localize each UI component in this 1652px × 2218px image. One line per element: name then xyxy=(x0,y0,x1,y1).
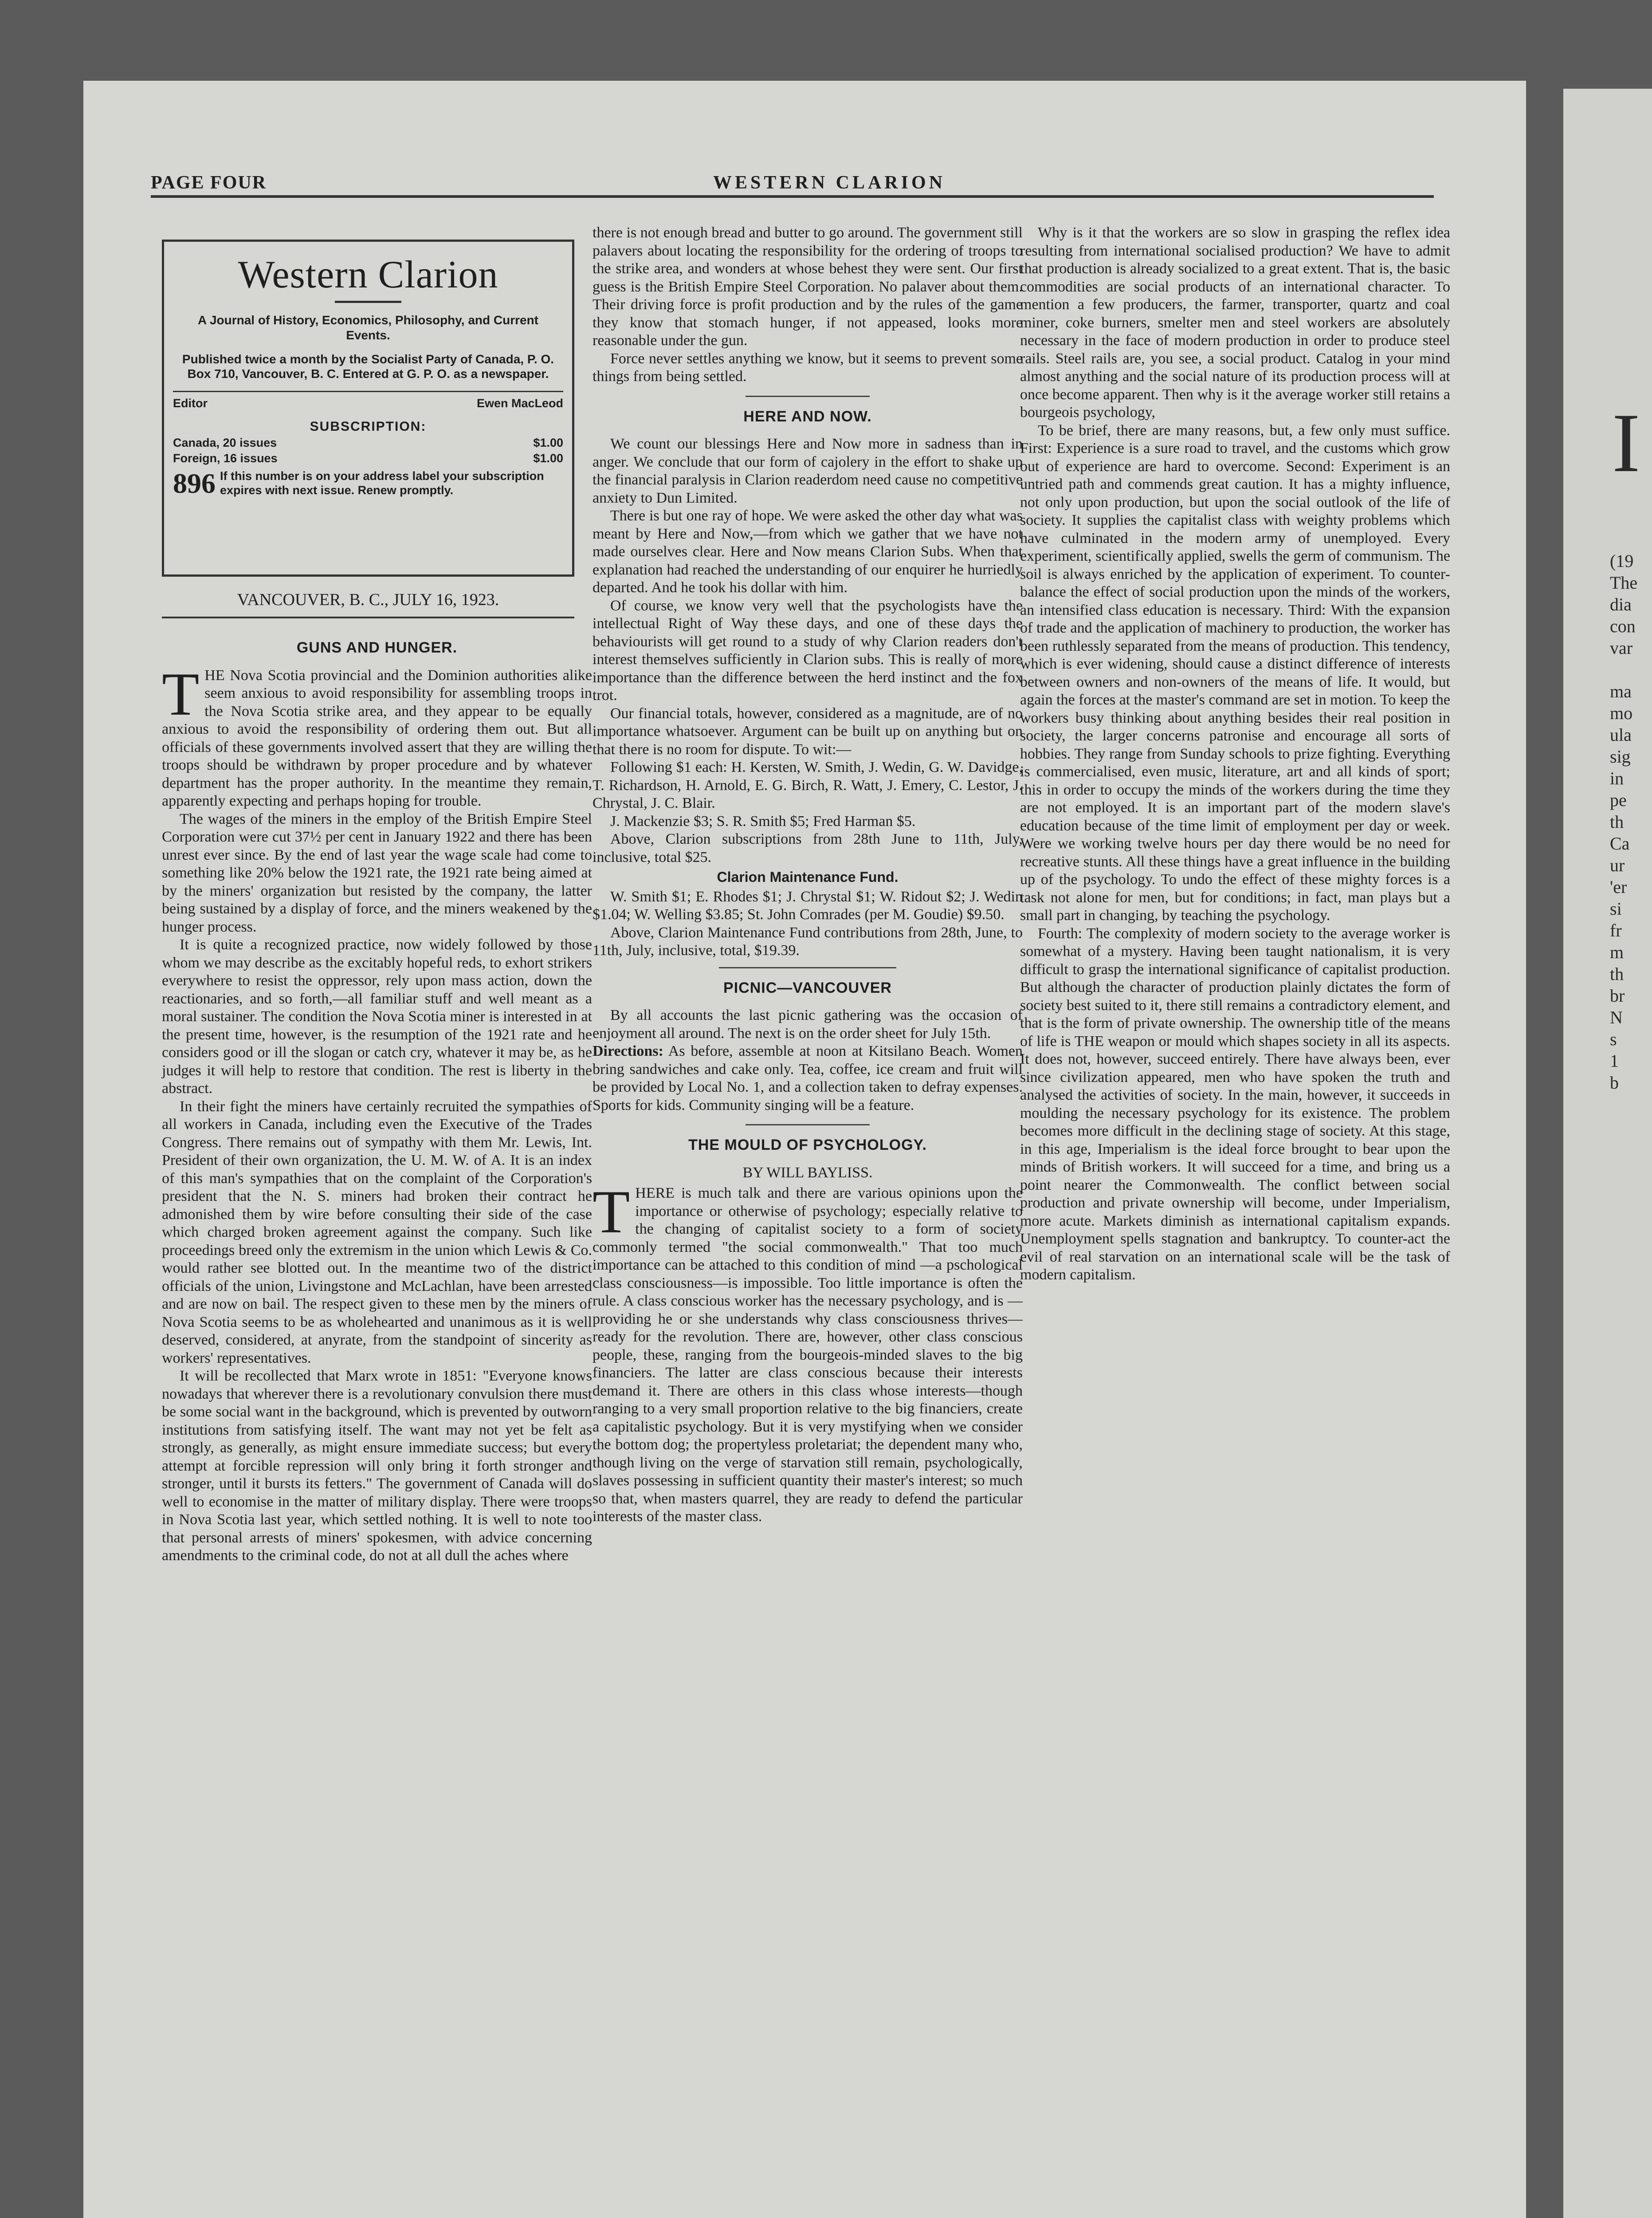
section-rule xyxy=(746,396,870,397)
paragraph: HE Nova Scotia provincial and the Dominion authorities alike seem anxious to avoid responsibility for assembling troops in the Nova Scotia strike area, and they appear to be equally anxious to avoid the responsibility of ordering them out. But all officials of these governments involved assert that they are willing the troops should be withdrawn by proper procedure and by whatever department has the proper authority. In the meantime they remain, apparently expecting and perhaps hoping for trouble. xyxy=(162,667,592,809)
paragraph: It is quite a recognized practice, now widely followed by those whom we may describe as the excitably hopeful reds, to exhort strikers everywhere to resist the oppressor, rely upon mass action, down the reactionaries, and so forth,—all familiar stuff and well meant as a moral sustainer. The condition the Nova Scotia miner is interested in at the present time, however, is the resumption of the 1921 rate and he considers good or ill the slogan or catch cry, whatever it may be, as he judges it will help to restore that condition. The rest is liberty in the abstract. xyxy=(162,936,592,1097)
page-header xyxy=(151,172,1434,194)
publication-notice: Published twice a month by the Socialist Party of Canada, P. O. Box 710, Vancouver, B. C. Entered at G. P. O. as a newspaper. xyxy=(182,352,554,381)
paragraph: By all accounts the last picnic gathering was the occasion of enjoyment all around. The next is on the order sheet for July 15th. xyxy=(593,1007,1023,1042)
paragraph: Why is it that the workers are so slow in grasping the reflex idea resulting from international socialised production? We have to admit that production is already socialized to a great extent. That is, the basic commodities are social products of an international character. To mention a few producers, the farmer, transporter, quartz and coal miner, coke burners, smelter men and steel workers are absolutely necessary in the face of modern production in order to produce steel rails. Steel rails are, you see, a social product. Catalog in your mind almost anything and the social nature of its production process will at once become apparent. Then why is it the average worker still retains a bourgeois psychology, xyxy=(1020,224,1450,421)
paragraph: there is not enough bread and butter to go around. The government still palavers about locating the responsibility for the ordering of troops to the strike area, and wonders at whose behest they were sent. Our first guess is the British Empire Steel Corporation. No palaver about them. Their driving force is profit production and by the rules of the game they know that stomach hunger, if not appeased, looks more reasonable under the gun. xyxy=(593,224,1023,349)
paragraph: W. Smith $1; E. Rhodes $1; J. Chrystal $1; W. Ridout $2; J. Wedin $1.04; W. Welling $3.85; St. John Comrades (per M. Goudie) $9.50. xyxy=(593,888,1023,923)
renewal-badge xyxy=(173,469,563,498)
foreign-rate-value: $1.00 xyxy=(533,452,563,465)
paragraph: Fourth: The complexity of modern society to the average worker is somewhat of a mystery. Having been taught nationalism, it is very difficult to grasp the international significance of capitalist production. But although the character of production plainly dictates the form of society best suited to it, there still remains a contradictory element, and that is the form of private ownership. The ownership title of the means of life is THE weapon or mould which shapes society in all its aspects. It does not, however, succeed entirely. There have always been, ever since civilization appeared, men who have spoken the truth and analysed the activities of society. In the main, however, it succeeds in moulding the necessary psychology for its existence. The problem becomes more difficult in the declining stage of society. At this stage, in this age, Imperialism is the ideal force brought to bear upon the minds of British workers. It will succeed for a time, and bring us a point nearer the Commonwealth. The conflict between social production and private ownership will become, under Imperialism, more acute. Markets diminish as international capitalism expands. Unemployment spells stagnation and bankruptcy. To counter-act the evil of real starvation on an international scale will be the task of modern capitalism. xyxy=(1020,925,1450,1283)
paragraph: To be brief, there are many reasons, but, a few only must suffice. First: Experience is a sure road to travel, and the customs which grow out of experience are hard to overcome. Second: Experiment is an untried path and commends great caution. It has a mighty influence, not only upon production, but upon the social outlook of the life of society. It supplies the capitalist class with weighty problems which have culminated in the modern army of unemployed. Every experiment, scientifically applied, swells the germ of communism. The soil is always enriched by the application of experiment. To counter-balance the effect of social production upon the minds of the workers, an intensified class education is necessary. Third: With the expansion of trade and the application of machinery to production, the worker has been ruthlessly separated from the means of production. This tendency, which is ever widening, should cause a distinct difference of interests between owners and non-owners of the means of life. It would, but again the forces at the master's command are set in motion. To keep the workers busy thinking about anything besides their real position in society, the larger concerns patronise and encourage all sorts of hobbies. They range from Sunday schools to prize fighting. Everything is commercialised, even music, literature, art and all kinds of sport; this in order to occupy the minds of the workers during the time they are not employed. It is an important part of the modern slave's education because of the time limit of employment per day or week. Were we working twelve hours per day there would be no need for recreative stunts. All these things have a great influence in the building up of the psychology. To undo the effect of these mighty forces is a task not alone for men, but for conditions; in fact, man plays but a small part in changing, by teaching the psychology. xyxy=(1020,422,1450,924)
foreign-rate-label: Foreign, 16 issues xyxy=(173,452,278,465)
canada-rate-value: $1.00 xyxy=(533,436,563,449)
masthead-title: Western Clarion xyxy=(238,253,498,296)
adjacent-page-initial: I xyxy=(1612,397,1640,490)
paragraph: Above, Clarion subscriptions from 28th June to 11th, July, inclusive, total $25. xyxy=(593,831,1023,865)
paragraph: As before, assemble at noon at Kitsilano Beach. Women bring sandwiches and cake only. Tea, coffee, ice cream and fruit will be provided by Local No. 1, and a collection taken to defray expenses. Sports for kids. Community singing will be a feature. xyxy=(593,1043,1023,1113)
canada-rate-label: Canada, 20 issues xyxy=(173,436,277,449)
header-rule xyxy=(151,195,1434,198)
subscription-heading: SUBSCRIPTION: xyxy=(310,419,427,434)
byline: BY WILL BAYLISS. xyxy=(742,1164,873,1181)
masthead-divider xyxy=(335,301,401,303)
adjacent-page-fragments: (19 The dia con var ma mo ula sig in pe th Ca ur 'er si fr m th br N s 1 b xyxy=(1610,551,1638,1093)
canada-rate xyxy=(173,436,563,450)
paragraph: We count our blessings Here and Now more in sadness than in anger. We conclude that our form of cajolery in the effort to shake up the financial paralysis in Clarion readerdom need cause no competitive anxiety to Dun Limited. xyxy=(593,436,1023,506)
directions-label: Directions: xyxy=(593,1043,663,1059)
paragraph: Our financial totals, however, considered as a magnitude, are of no importance whatsoever. Argument can be built up on anything but on that there is no room for dispute. To wit:— xyxy=(593,705,1023,758)
section-rule xyxy=(746,1124,870,1125)
renewal-notice: If this number is on your address label your subscription expires with next issue. Renew promptly. xyxy=(220,469,544,497)
paper-name: WESTERN CLARION xyxy=(713,173,946,193)
paragraph: Above, Clarion Maintenance Fund contributions from 28th, June, to 11th, July, inclusive, total, $19.39. xyxy=(593,924,1023,959)
article-title-guns: GUNS AND HUNGER. xyxy=(296,639,458,656)
editor-name: Ewen MacLeod xyxy=(476,397,563,410)
paragraph: Of course, we know very well that the psychologists have the intellectual Right of Way these days, and one of these days the behaviourists will get round to a study of why Clarion readers don't interest themselves sufficiently in Clarion subs. This is really of more importance than the difference between the herd instinct and the fox trot. xyxy=(593,597,1023,704)
column-3 xyxy=(1020,224,1450,1284)
column-1 xyxy=(162,634,592,1565)
article-title-mould: THE MOULD OF PSYCHOLOGY. xyxy=(688,1137,927,1153)
paragraph: HERE is much talk and there are various opinions upon the importance or otherwise of psychology; especially relative to the changing of capitalist society to a form of society commonly termed "the social commonwealth." That too much importance can be attached to this condition of mind —a pschological class consciousness—is impossible. Too little importance is often the rule. A class conscious worker has the necessary psychology, and is —providing he or she understands why class consciousness thrives—ready for the revolution. There are, however, other class conscious people, these, ranging from the bourgeois-minded slaves to the big financiers. The latter are class conscious because their interests demand it. There are others in this class whose interests—though ranging to a very small proportion relative to the big financiers, create a capitalistic psychology. But it is very mystifying when we consider the bottom dog; the propertyless proletariat; the dependent many who, though living on the verge of starvation still remain, psychologically, slaves possessing in sufficient quantity their master's interest; so much so that, when masters quarrel, they are ready to defend the particular interests of the master class. xyxy=(593,1185,1023,1525)
editor-line xyxy=(173,391,563,410)
paragraph: Following $1 each: H. Kersten, W. Smith, J. Wedin, G. W. Davidge, T. Richardson, H. Arnold, E. G. Birch, R. Watt, J. Emery, C. Lestor, J. Chrystal, J. C. Blair. xyxy=(593,759,1023,811)
article-title-here-now: HERE AND NOW. xyxy=(743,408,872,425)
paragraph: In their fight the miners have certainly recruited the sympathies of all workers in Canada, including even the Executive of the Trades Congress. There remains out of sympathy with them Mr. Lewis, Int. President of their own organization, the U. M. W. of A. It is an index of this man's sympathies that on the complaint of the Corporation's president that the N. S. miners had broken their contract he admonished them by wire before consulting their side of the case which charged broken agreement against the company. Such like proceedings breed only the extremism in the union which Lewis & Co. would rather see blotted out. In the meantime two of the district officials of the union, Livingstone and McLachlan, have been arrested and are now on bail. The respect given to these men by the miners of Nova Scotia seems to be as wholehearted and unanimous as it is well deserved, considered, at anyrate, from the standpoint of sincerity as workers' representatives. xyxy=(162,1098,592,1366)
editor-label: Editor xyxy=(173,397,208,410)
masthead-box xyxy=(162,240,574,577)
issue-number: 896 xyxy=(173,468,216,499)
section-rule xyxy=(719,967,896,968)
paragraph: It will be recollected that Marx wrote in 1851: "Everyone knows nowadays that wherever there is a revolutionary convulsion there must be some social want in the background, which is prevented by outworn institutions from satisfying itself. The want may not yet be felt as strongly, as generally, as might ensure immediate success; but every attempt at forcible repression will only bring it forth stronger and stronger, until it bursts its fetters." The government of Canada will do well to economise in the matter of military display. There were troops in Nova Scotia last year, which settled nothing. It is well to note too that personal arrests of miners' spokesmen, with advice concerning amendments to the criminal code, do not at all dull the aches where xyxy=(162,1368,592,1564)
dateline: VANCOUVER, B. C., JULY 16, 1923. xyxy=(237,590,499,609)
article-title-picnic: PICNIC—VANCOUVER xyxy=(723,979,892,996)
fund-heading: Clarion Maintenance Fund. xyxy=(717,869,899,885)
paragraph: The wages of the miners in the employ of the British Empire Steel Corporation were cut 37½ per cent in January 1922 and there has been unrest ever since. By the end of last year the wage scale had come to something like 20% below the 1921 rate, the 1921 rate being aimed at by the miners' organization but resisted by the company, the latter being sustained by a display of force, and the miners weakened by the hunger process. xyxy=(162,810,592,935)
paragraph: J. Mackenzie $3; S. R. Smith $5; Fred Harman $5. xyxy=(610,813,916,830)
column-2 xyxy=(593,224,1023,1526)
masthead-subtitle: A Journal of History, Economics, Philosophy, and Current Events. xyxy=(197,313,539,342)
paragraph: Force never settles anything we know, but it seems to prevent some things from being settled. xyxy=(593,350,1023,385)
dropcap: T xyxy=(593,1178,630,1246)
dateline-rule xyxy=(162,617,574,618)
foreign-rate xyxy=(173,452,563,465)
adjacent-page-edge xyxy=(1563,89,1652,2218)
paragraph: There is but one ray of hope. We were asked the other day what was meant by Here and Now,—from which we gather that we have not made ourselves clear. Here and Now means Clarion Subs. When that explanation had reached the understanding of our enquirer he hurriedly departed. And he took his dollar with him. xyxy=(593,507,1023,596)
page-number: PAGE FOUR xyxy=(151,173,267,193)
dropcap: T xyxy=(162,660,200,728)
